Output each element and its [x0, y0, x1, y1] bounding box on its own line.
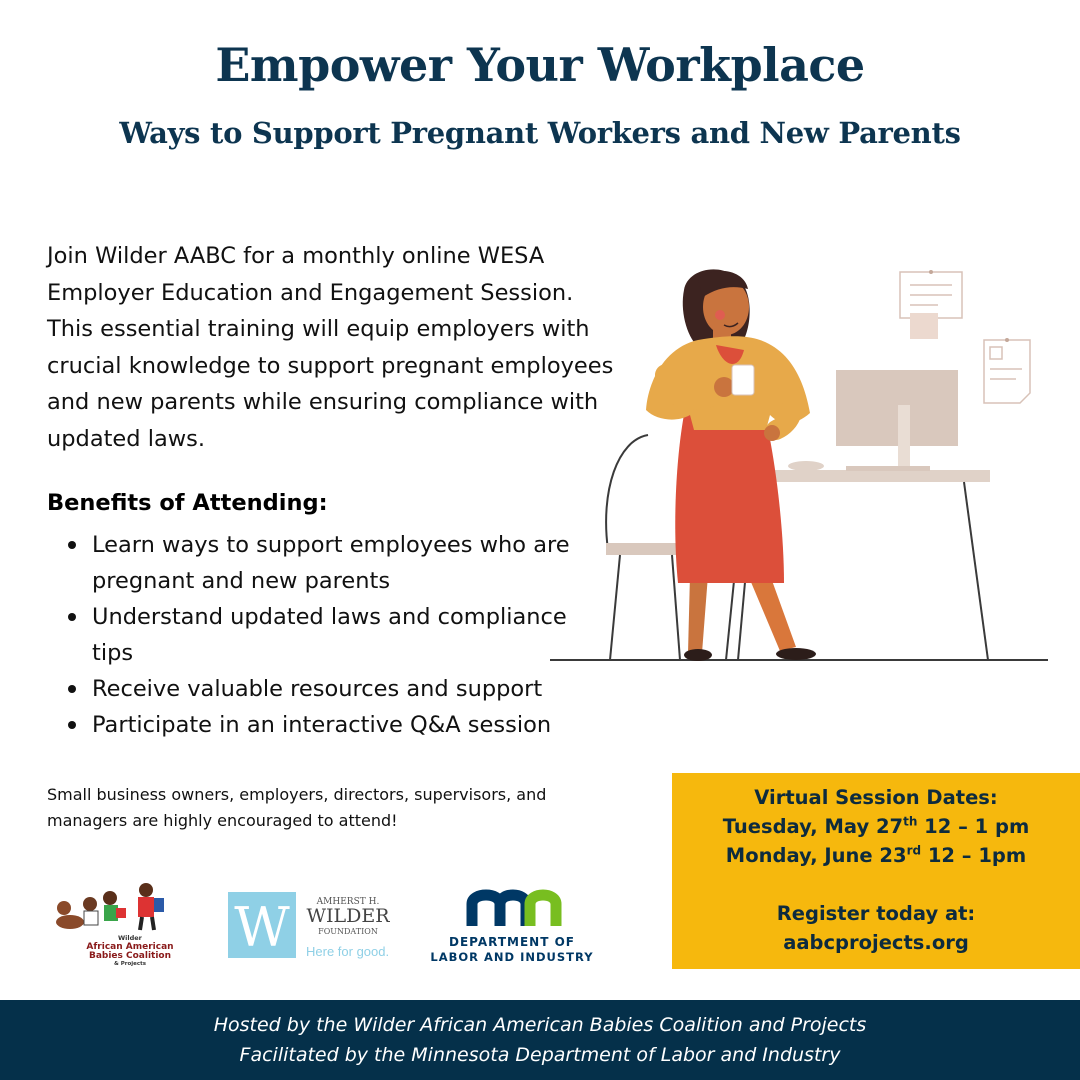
page-title: Empower Your Workplace — [215, 38, 865, 92]
footer-facilitator-line: Facilitated by the Minnesota Department of Labor and Industry — [239, 1044, 841, 1066]
aabc-logo — [48, 878, 198, 966]
mn-dli-logo — [420, 884, 604, 966]
benefit-item: Learn ways to support employees who are pregnant and new parents — [47, 527, 607, 599]
register-link[interactable]: aabcprojects.org — [783, 931, 969, 954]
svg-text:AMHERST H.: AMHERST H. — [316, 897, 380, 907]
benefit-item: Participate in an interactive Q&A session — [47, 707, 607, 743]
svg-text:Babies Coalition: Babies Coalition — [88, 951, 172, 961]
svg-text:African American: African American — [86, 942, 174, 952]
wilder-foundation-logo — [228, 888, 398, 960]
document-icon — [984, 338, 1030, 403]
page-subtitle: Ways to Support Pregnant Workers and New Parents — [119, 116, 961, 150]
audience-note: Small business owners, employers, directors, supervisors, and managers are highly encouraged to attend! — [47, 785, 547, 830]
chair-icon — [606, 435, 684, 660]
footer-banner — [0, 1000, 1080, 1080]
svg-text:FOUNDATION: FOUNDATION — [318, 927, 378, 936]
session-date-2: Monday, June 23rd 12 – 1pm — [725, 843, 1027, 867]
register-label: Register today at: — [776, 902, 976, 925]
svg-text:DEPARTMENT OF: DEPARTMENT OF — [449, 935, 575, 949]
svg-text:Wilder: Wilder — [118, 934, 142, 942]
benefit-item: Understand updated laws and compliance tips — [47, 599, 607, 671]
workplace-illustration — [548, 255, 1053, 670]
wall-note-icon — [900, 270, 962, 339]
benefits-heading: Benefits of Attending: — [47, 490, 328, 516]
benefit-item: Receive valuable resources and support — [47, 671, 607, 707]
benefits-list — [47, 527, 607, 743]
session-date-1: Tuesday, May 27th 12 – 1 pm — [722, 814, 1030, 838]
svg-text:Here for good.: Here for good. — [306, 944, 390, 959]
svg-text:W: W — [234, 896, 290, 959]
footer-host-line: Hosted by the Wilder African American Babies Coalition and Projects — [213, 1014, 867, 1036]
session-dates-heading: Virtual Session Dates: — [754, 786, 998, 809]
session-dates-box — [672, 773, 1080, 969]
svg-text:LABOR AND INDUSTRY: LABOR AND INDUSTRY — [430, 950, 594, 964]
intro-text: Join Wilder AABC for a monthly online WESA Employer Education and Engagement Session. This essential training will equip employers with crucial knowledge to support pregnant employees and new parents while ensuring compliance with updated laws. — [47, 243, 614, 452]
svg-text:& Projects: & Projects — [113, 961, 147, 966]
monitor-icon — [788, 370, 958, 471]
svg-text:WILDER: WILDER — [306, 905, 390, 927]
